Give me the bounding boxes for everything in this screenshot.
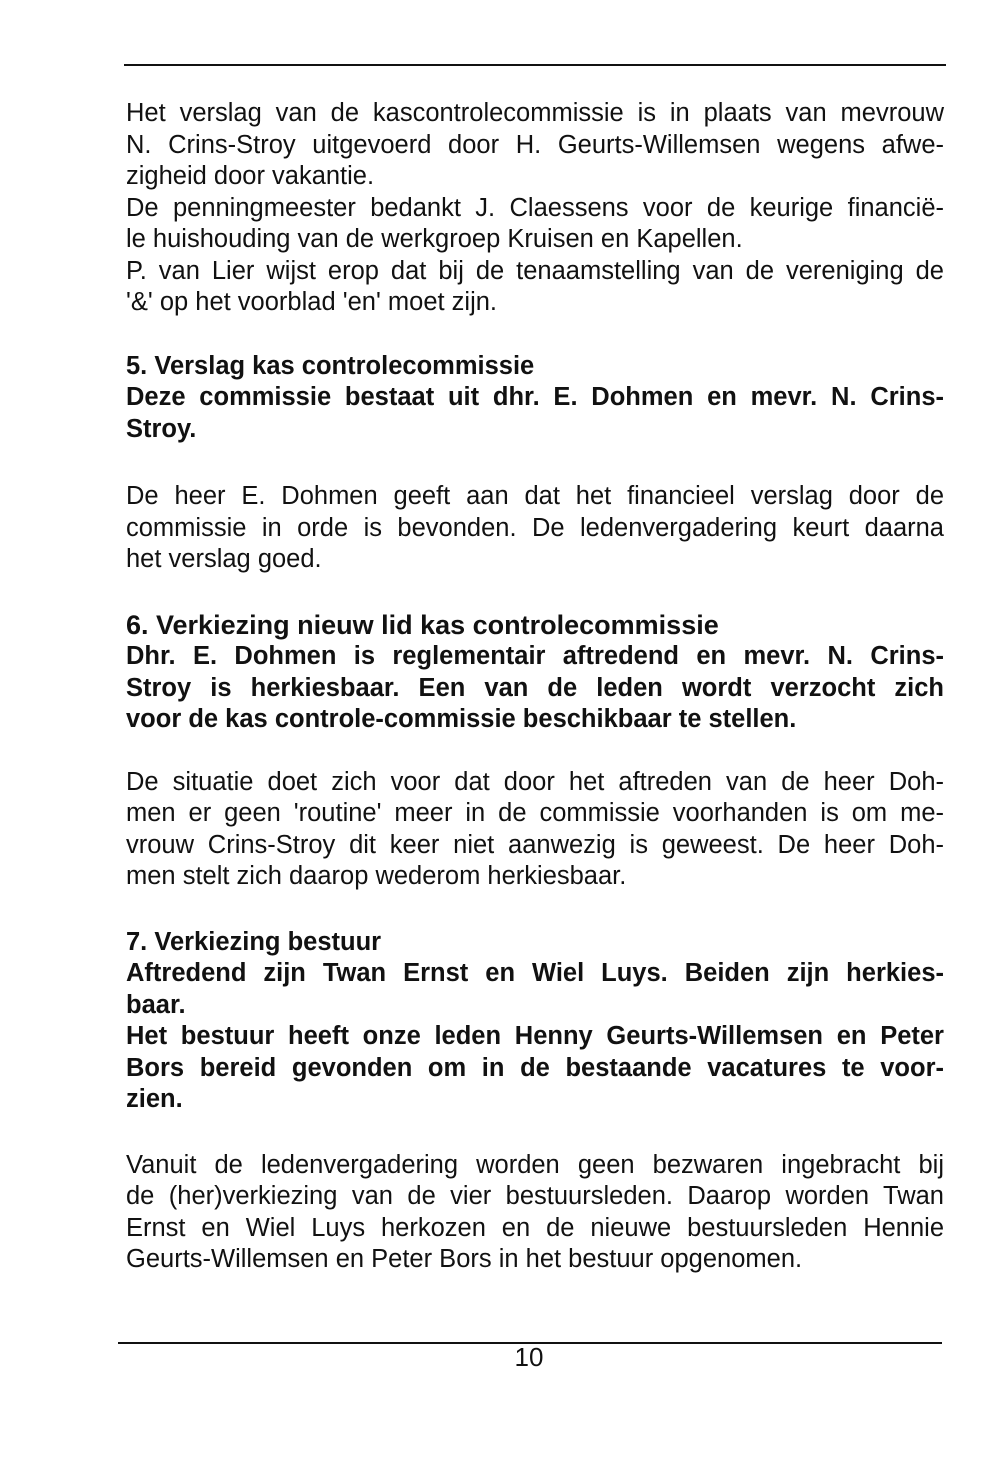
intro-line: le huishouding van de werkgroep Kruisen en Kapellen. [126, 225, 743, 253]
section-6-bold-line: Stroy is herkiesbaar. Een van de leden wordt verzocht zich [126, 673, 944, 702]
intro-line: zigheid door vakantie. [126, 162, 375, 190]
section-5-body-line: De heer E. Dohmen geeft aan dat het financieel verslag door de [126, 482, 944, 510]
section-6-body-line: men er geen 'routine' meer in de commissie voorhanden is om me- [126, 799, 944, 827]
section-6-heading: 6. Verkiezing nieuw lid kas controlecommissie [126, 609, 719, 640]
section-7-heading: 7. Verkiezing bestuur [126, 927, 382, 956]
intro-line: Het verslag van de kascontrolecommissie is in plaats van mevrouw [126, 99, 944, 127]
section-6-body-line: vrouw Crins-Stroy dit keer niet aanwezig is geweest. De heer Doh- [126, 830, 944, 859]
section-7-bold-line: Het bestuur heeft onze leden Henny Geurts-Willemsen en Peter [126, 1022, 944, 1050]
section-7 [126, 927, 944, 1116]
section-6-body [126, 767, 944, 893]
section-6-body-line: men stelt zich daarop wederom herkiesbaar. [126, 862, 627, 890]
section-5-bold-line: Stroy. [126, 414, 197, 443]
section-7-body-line: de (her)verkiezing van de vier bestuursleden. Daarop worden Twan [126, 1182, 944, 1210]
section-6 [126, 610, 944, 736]
section-6-bold-line: Dhr. E. Dohmen is reglementair aftredend en mevr. N. Crins- [126, 642, 944, 670]
page-number: 10 [514, 1342, 544, 1372]
section-7-bold-line: baar. [126, 990, 186, 1019]
intro-line: De penningmeester bedankt J. Claessens voor de keurige financië- [126, 193, 944, 222]
section-5-body-line: commissie in orde is bevonden. De ledenvergadering keurt daarna [126, 513, 944, 542]
section-7-body-line: Vanuit de ledenvergadering worden geen bezwaren ingebracht bij [126, 1150, 944, 1179]
section-7-body-line: Geurts-Willemsen en Peter Bors in het bestuur opgenomen. [126, 1245, 803, 1273]
section-7-bold-line: Bors bereid gevonden om in de bestaande vacatures te voor- [126, 1053, 944, 1082]
section-5-body-line: het verslag goed. [126, 545, 322, 573]
intro-line: '&' op het voorblad 'en' moet zijn. [126, 288, 498, 316]
section-5-bold-line: Deze commissie bestaat uit dhr. E. Dohmen en mevr. N. Crins- [126, 383, 944, 411]
intro-line: P. van Lier wijst erop dat bij de tenaamstelling van de vereniging de [126, 256, 944, 285]
section-6-bold-line: voor de kas controle-commissie beschikbaar te stellen. [126, 705, 797, 733]
intro-paragraph [126, 98, 944, 319]
intro-line: N. Crins-Stroy uitgevoerd door H. Geurts-Willemsen wegens afwe- [126, 130, 944, 159]
top-rule [124, 64, 946, 66]
section-5-heading: 5. Verslag kas controlecommissie [126, 351, 535, 380]
section-5-body [126, 481, 944, 576]
section-7-bold-line: Aftredend zijn Twan Ernst en Wiel Luys. Beiden zijn herkies- [126, 959, 944, 987]
section-7-bold-line: zien. [126, 1085, 183, 1113]
section-7-body [126, 1150, 944, 1276]
page-body [126, 98, 944, 1276]
section-7-body-line: Ernst en Wiel Luys herkozen en de nieuwe bestuursleden Hennie [126, 1213, 944, 1242]
section-5 [126, 351, 944, 446]
section-6-body-line: De situatie doet zich voor dat door het aftreden van de heer Doh- [126, 767, 944, 796]
